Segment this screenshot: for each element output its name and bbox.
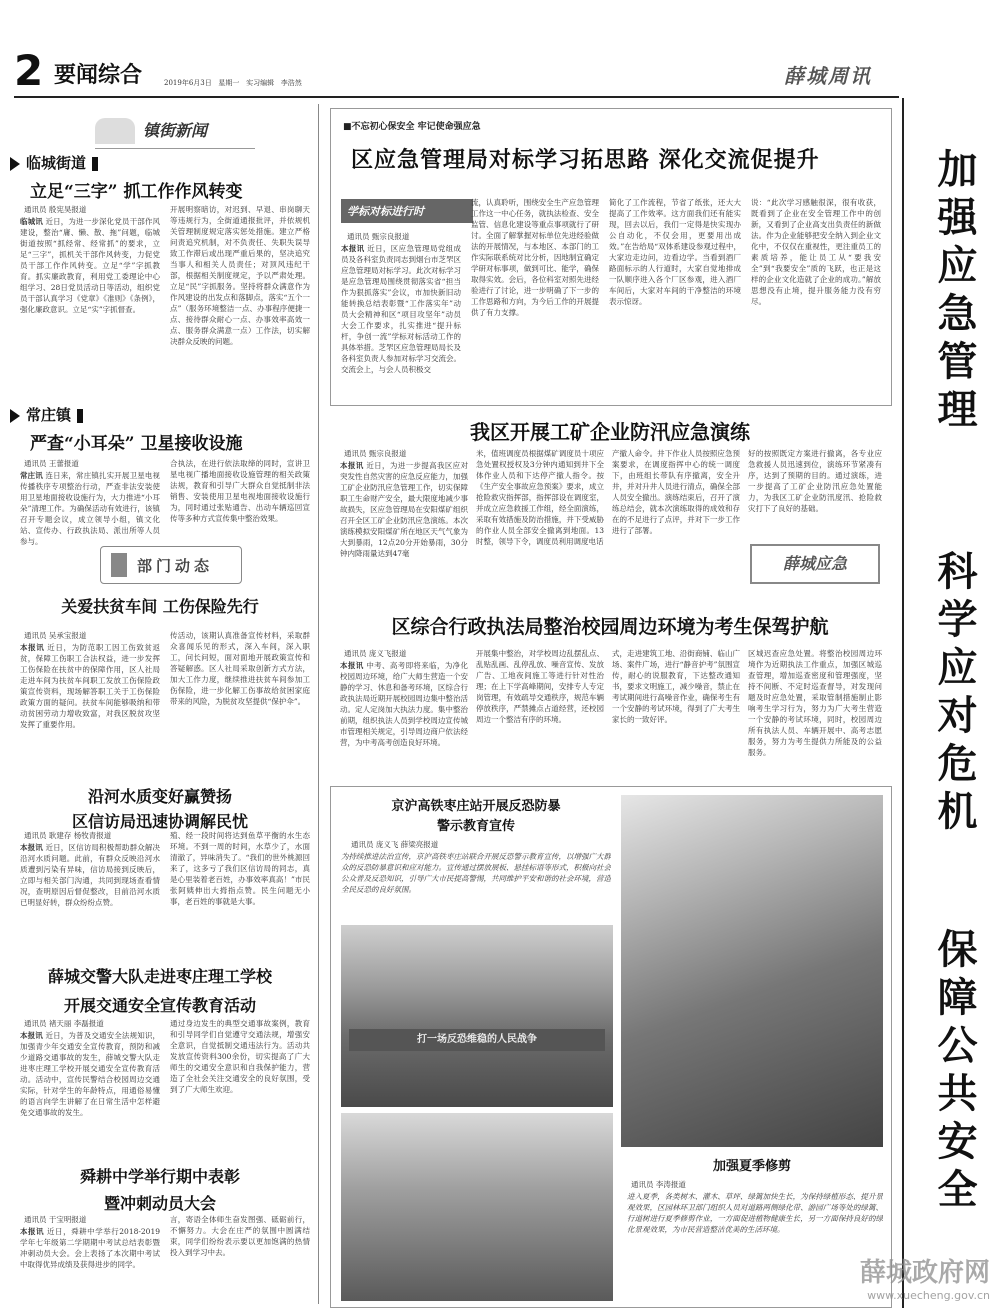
article-byline: 通讯员 于宝明报道 bbox=[24, 1215, 87, 1224]
watermark-url: www.xuecheng.gov.cn bbox=[867, 1289, 990, 1302]
building-icon bbox=[111, 553, 127, 577]
article-title: 关爱扶贫车间 工伤保险先行 bbox=[61, 597, 259, 616]
anti-terror-body: 为持续推进法治宣传，京沪高铁枣庄站联合开展反恐警示教育宣传，以增强广大群众的反恐防暴意识和应对能力。宣传通过摆放展板、悬挂标语等形式，积极向社会公众普及反恐知识，引导广大市民提高警惕，共同维护平安和谐的社会环境，营造全民反恐的良好氛围。 bbox=[341, 852, 611, 894]
watermark-title: 薛城政府网 bbox=[859, 1258, 990, 1288]
block-icon bbox=[77, 409, 83, 423]
slogan-part-1: 加强应急管理 bbox=[931, 148, 978, 436]
article-byline: 通讯员 耿建存 杨牧青报道 bbox=[24, 831, 112, 840]
triangle-icon bbox=[10, 409, 20, 423]
article-place: 常庄镇 bbox=[10, 404, 310, 425]
article-subtitle: 区信访局迅速协调解民忧 bbox=[71, 812, 248, 831]
slogan-part-3: 保障公共安全 bbox=[931, 928, 978, 1216]
photo-banner: 打一场反恐维稳的人民战争 bbox=[349, 1029, 605, 1051]
triangle-icon bbox=[10, 157, 20, 171]
lead-col-3: 简化了工作流程，节省了纸张，还大大提高了工作效率。这方面我们还有能实现，回去以后，我们一定得是快实现办公自动化，不仅会用，更要用出成效。”在告给局“双体系建设参观过程中，大家边走边问，边看边学。当看到酒厂路面标示的人行道时，大家自觉地排成一队顺序进入各个厂区参观，进入酒厂车间后，大家对车间的干净整洁的环境表示惊讶。 bbox=[609, 198, 741, 306]
block-icon bbox=[92, 157, 98, 171]
lead-story bbox=[330, 108, 892, 406]
article-body-2: 合执法，在进行依法取缔的同时，宣讲卫星电视广播地面接收设施管理的相关政策法规，教育和引导广大群众自觉抵制非法销售、安装使用卫星电视地面接收设施行为，同时通过张贴通告、出动车辆巡回宣传等多种方式宣传集中整治效果。 bbox=[170, 459, 310, 523]
article-title: 舜耕中学举行期中表彰 bbox=[79, 1167, 240, 1186]
article-byline: 通讯员 王蕾报道 bbox=[24, 459, 79, 468]
anti-terror-title: 京沪高铁枣庄站开展反恐防暴 bbox=[391, 799, 561, 814]
article-body-2: 传活动，该期认真准备宣传材料，采取群众喜闻乐见的形式，深入车间，深入职工，问长问短，面对面地开展政策宣传和答疑解惑。区人社局采取创新方式方法，加大工作力度，继续推进扶贫车间参加工伤保险，进一步化解工伤事故给贫困家庭带来的风险，为脱贫攻坚提供“保护伞”。 bbox=[170, 631, 310, 706]
lead-kicker: ■不忘初心保安全 牢记使命强应急 bbox=[343, 122, 481, 132]
article-subtitle: 开展交通安全宣传教育活动 bbox=[63, 996, 256, 1015]
article-traffic bbox=[10, 964, 310, 1154]
enforce-col-2: 开展集中整治，对学校周边乱摆乱点、乱贴乱画、乱停乱放、噪音宣传、发放广告、工地夜间施工等进行针对性治理；在上下学高峰期间，安排专人专定岗管理，有效疏导交通秩序，规范车辆停放秩序，严禁摊点占道经营，还校园周边一个整洁有序的环境。 bbox=[476, 649, 604, 724]
flood-byline: 通讯员 甄宗良报道 bbox=[344, 449, 407, 458]
page-number: 2 bbox=[14, 46, 44, 95]
masthead-rule bbox=[14, 96, 899, 98]
slogan-panel bbox=[902, 98, 1000, 1308]
summer-title: 加强夏季修剪 bbox=[712, 1159, 791, 1174]
dept-banner bbox=[100, 546, 242, 584]
flood-title: 我区开展工矿企业防汛应急演练 bbox=[470, 420, 750, 444]
dept-banner-title: 部门动态 bbox=[137, 557, 214, 575]
flood-col-3: 产撤人命令。井下作业人员按照应急预案要求，在调度指挥中心的统一调度下，由班组长带队有序撤离，安全升井，并对升井人员进行清点，确保全部人员安全撤出。演练结束后，召开了演练总结会，就本次演练取得的成效和存在的不足进行了点评，并对下一步工作进行了部署。 bbox=[612, 449, 740, 535]
anti-terror-byline: 通讯员 庞义飞 薛梁亮报道 bbox=[351, 840, 439, 849]
enforce-col-4: 区城迟查应急处置。将整治校园周边环境作为近期执法工作重点，加强区城巡查管理，增加巡查密度和管理强度，坚持不间断、不定时巡查督导，对发现问题及时应急处置，采取管制措施制止影响考生学习行为，努力为广大考生营造一个安静的考试环境，同时，校园周边所有执法人员、车辆开展中、高考志愿服务，努力为考生提供力所能及的公益服务。 bbox=[748, 649, 882, 757]
lead-title: 区应急管理局对标学习拓思路 深化交流促提升 bbox=[351, 147, 820, 173]
article-title: 薛城交警大队走进枣庄理工学校 bbox=[47, 967, 272, 986]
village-icon bbox=[95, 118, 135, 144]
enforce-byline: 通讯员 庞义飞报道 bbox=[344, 649, 407, 658]
article-poverty bbox=[10, 594, 310, 784]
lead-col-4: 说：“此次学习感触很深，很有收获，既看到了企业在安全管理工作中的创新，又看到了企业高支出负责任的新做法。作为企业能够把安全纳入到企业文化中，不仅仅在重视性，更注重员工的素质培养，能让员工从“要我安全”到“我要安全”质的飞跃，也正是这样的企业文化造就了企业的成功。”解放思想没有止境，提升服务能力没有穷尽。 bbox=[751, 198, 881, 306]
article-body-2: 殖、经一段时间将达到鱼草平衡的水生态环境。不到一周的时间，水草少了，水面清澈了，异味消失了。“我们的世外桃源回来了，这多亏了我们区信访局的同志，真是心里装着老百姓，办事效率真高！”市民张阿姨伸出大拇指点赞。民生问题无小事，老百姓的事就是大事。 bbox=[170, 831, 310, 906]
article-place: 临城街道 bbox=[10, 152, 310, 173]
article-body: 本报讯 近日，舜耕中学举行2018-2019学年七年级第二学期期中考试总结表彰暨冲刺动员大会。会上表扬了本次期中考试中取得优异成绩及获得进步的同学。 bbox=[20, 1227, 160, 1269]
enforce-col-3: 式，走进建筑工地、沿街商铺、临山广场、案件广场，进行“静音护考”氛围宣传，耐心的说服教育，下达整改通知书，要求文明施工，减少噪音，禁止在考试期间进行高噪音作业，确保考生有一个安静的考试环境，得到了广大考生家长的一致好评。 bbox=[612, 649, 740, 724]
anti-terror-subtitle: 警示教育宣传 bbox=[436, 819, 515, 834]
article-school bbox=[10, 1164, 310, 1304]
watermark bbox=[790, 1252, 990, 1308]
article-body: 常庄讯 连日来，常庄镇扎实开展卫星电视传播秩序专项整治行动，严查非法安装使用卫星地面接收设施行为，大力推进“小耳朵”清理工作。为确保活动有效进行，该镇召开专题会议，成立领导小组，镇文化站、宣传办、行政执法局、派出所等人员参与。 bbox=[20, 471, 160, 546]
column-divider bbox=[318, 104, 319, 1304]
masthead bbox=[14, 46, 894, 98]
flood-col-1: 本报讯 近日，为进一步提高我区应对突发性自然灾害的应急反应能力，加强工矿企业防汛应急管理工作，切实保障职工生命财产安全，最大限度地减少事故损失，区应急管理局在安阳煤矿组织召开全区工矿企业防汛应急演练。本次演练模拟安阳煤矿所在地区天气气象为大到暴雨，12点20分开始暴雨，30分钟内降雨量达到47毫 bbox=[340, 461, 468, 558]
article-body: 本报讯 近日，为防范职工因工伤致贫返贫，保障工伤职工合法权益，进一步发挥工伤保险在扶贫中的保障作用，区人社局走进车间为扶贫车间职工发放工伤保险政策宣传资料，现场解答职工关于工伤保险政策方面的疑问。扶贫车间能够吸纳和带动贫困劳动力增收致富，对我区脱贫攻坚发挥了重要作用。 bbox=[20, 643, 160, 729]
summer-byline: 通讯员 李涛报道 bbox=[631, 1180, 686, 1189]
article-body-2: 通过身边发生的典型交通事故案例，教育和引导同学们自觉遵守交通法规，增强安全意识，自觉抵制交通违法行为。活动共发放宣传资料300余份，切实提高了广大师生的交通安全意识和自我保护能力，营造了全社会关注交通安全的良好氛围，受到了广大师生欢迎。 bbox=[170, 1019, 310, 1094]
photo-station bbox=[341, 925, 613, 1107]
article-byline: 通讯员 褚天丽 李磊报道 bbox=[24, 1019, 104, 1028]
article-changzhuang bbox=[10, 404, 310, 554]
flood-col-2: 米，值班调度员根据煤矿调度员十项应急处置权授权及3分钟内通知到井下全体作业人员和下达停产撤人指令。按《生产安全事故应急预案》要求，成立抢险救灾指挥部，指挥部设在调度室，并成立应急救援工作组，经全面演练，采取有效措施及防治措施，并下受威胁的作业人员全部安全撤离到地面。13时整，领导下令，调度员利用调度电话 bbox=[476, 449, 604, 546]
lead-byline: 通讯员 甄宗良报道 bbox=[347, 232, 410, 241]
article-title: 立足“三字” 抓工作作风转变 bbox=[30, 182, 243, 202]
enforce-col-1: 本报讯 中考、高考即将来临，为净化校园周边环境，给广大师生营造一个安静的学习、休息和备考环境，区综合行政执法局近期开展校园周边集中整治活动。定人定岗加大执法力度。集中整治前期，组织执法人员到学校周边宣传城市管理相关规定，引导周边商户依法经营，为中考高考创造良好环境。 bbox=[340, 661, 468, 747]
slogan-part-2: 科学应对危机 bbox=[931, 550, 978, 838]
article-body-2: 开展明察暗访，对迟到、早退、串岗聊天等违规行为，全街道通报批评，并依规机关管理制度规定落实惩处措施。建立严格问责追究机制，对不负责任、失职失误导致工作滞后或出现严重后果的，坚决追究当事人和相关人员责任；对顶风违纪干部，根据相关制度规定，予以严肃处理。立足“民”字抓服务。坚持将群众满意作为作风建设的出发点和落脚点，落实“五个一点”（服务环境整洁一点、办事程序便捷一点、接待群众耐心一点、办事效率高效一点、服务群众满意一点）工作法，切实解决群众反映的问题。 bbox=[170, 205, 310, 346]
photo-block bbox=[330, 786, 892, 1308]
column-banner-title: 镇街新闻 bbox=[143, 121, 208, 140]
article-title: 严查“小耳朵” 卫星接收设施 bbox=[30, 434, 243, 454]
photo-station-2 bbox=[341, 1113, 613, 1301]
flood-story bbox=[330, 412, 890, 608]
photo-gardener bbox=[621, 795, 883, 1147]
enforce-title: 区综合行政执法局整治校园周边环境为考生保驾护航 bbox=[391, 616, 829, 638]
column-banner bbox=[95, 112, 255, 149]
article-byline: 通讯员 殷宪昊报道 bbox=[24, 205, 87, 214]
article-body: 本报讯 近日，为普及交通安全法规知识，加强青少年交通安全宣传教育，预防和减少道路交通事故的发生，薛城交警大队走进枣庄理工学校开展交通安全宣传教育活动。活动中，宣传民警结合校园周边交通实际，针对学生的年龄特点，用通俗易懂的语言向学生讲解了在日常生活中怎样避免交通事故的发生。 bbox=[20, 1031, 160, 1117]
article-title: 沿河水质变好赢赞扬 bbox=[87, 787, 232, 806]
lead-tag: 学标对标进行时 bbox=[341, 199, 473, 223]
flood-stamp: 薛城应急 bbox=[750, 544, 880, 584]
masthead-date: 2019年6月3日 星期一 实习编辑 李浩然 bbox=[164, 79, 302, 87]
article-body: 临城讯 近日，为进一步深化党员干部作风建设，整治“庸、懒、散、拖”问题，临城街道按照“抓经常、经常抓”的要求，立足“三字”，抓机关干部作风转变，力促党员干部工作作风转变。立足“学”字抓教育。抓实廉政教育，利用党工委理论中心组学习、28日党员活动日等活动，组织党员干部认真学习《党章》《准则》《条例》，强化廉政意识。立足“实”字抓督查。 bbox=[20, 217, 160, 314]
article-body: 本报讯 近日，区信访局积极帮助群众解决沿河水质问题。此前，有群众反映沿河水质遭到污染有异味，信访局接到反映后，立即与相关部门沟通，共同到现场查看情况，查明原因后督促整改，目前沿河水质已明显好转，群众纷纷点赞。 bbox=[20, 843, 160, 907]
lead-col-1: 本报讯 近日，区应急管理局党组成员及各科室负责同志到烟台市芝罘区应急管理局对标学习。此次对标学习是应急管理局围绕贯彻落实省“担当作为狠抓落实”会议，市加快新旧动能转换总结表彰暨“工作落实年”动员大会精神和区“项目攻坚年”动员大会工作要求，扎实推进“提升标杆，争创一流”学标对标活动工作的具体举措。芝罘区应急管理局局长及各科室负责人参加对标学习交流会。交流会上，与会人员积极交 bbox=[341, 244, 461, 374]
article-lincheng bbox=[10, 152, 310, 346]
article-byline: 通讯员 吴承宝报道 bbox=[24, 631, 87, 640]
article-body-2: 言，寄语全体师生奋发图强、砥砺前行，不懈努力。大会在庄严的氛围中圆满结束，同学们纷纷表示要以更加饱满的热情投入到学习中去。 bbox=[170, 1215, 310, 1257]
article-petition bbox=[10, 784, 310, 954]
lead-col-2: 流，认真聆听，围绕安全生产应急管理工作这一中心任务，就执法检查、安全监管、信息化建设等重点事项就行了研讨。全面了解掌握对标单位先进经验做法的开展情况，与本地区、本部门的工作实际联系统对比分析，因地制宜确定学研对标事项，做到可比、能学，确保取得实效。会后，各位科室对照先进经验进行了讨论，进一步明确了下一步的工作思路和方向，为今后工作的开展提供了有力支撑。 bbox=[471, 198, 599, 317]
flood-col-4: 好的按照既定方案进行撤离，各专业应急救援人员迅速到位，演练环节紧凑有序，达到了预期的目的。通过演练，进一步提高了工矿企业防汛应急处置能力，为我区工矿企业防汛度汛、抢险救灾打下了良好的基础。 bbox=[748, 449, 882, 513]
paper-logo: 薛城周讯 bbox=[784, 64, 872, 88]
section-title: 要闻综合 bbox=[54, 62, 143, 88]
enforce-story bbox=[330, 612, 890, 772]
summer-body: 进入夏季，各类树木、灌木、草坪、绿篱加快生长，为保持绿植形态、提升景观效果，区园林环卫部门组织人员对道路两侧绿化带、游园广场等处的绿篱、行道树进行夏季修剪作业，一方面促进植物健康生长，另一方面保持良好的绿化景观效果，为市民营造整洁优美的生活环境。 bbox=[627, 1192, 883, 1234]
article-subtitle: 暨冲刺动员大会 bbox=[103, 1194, 216, 1213]
